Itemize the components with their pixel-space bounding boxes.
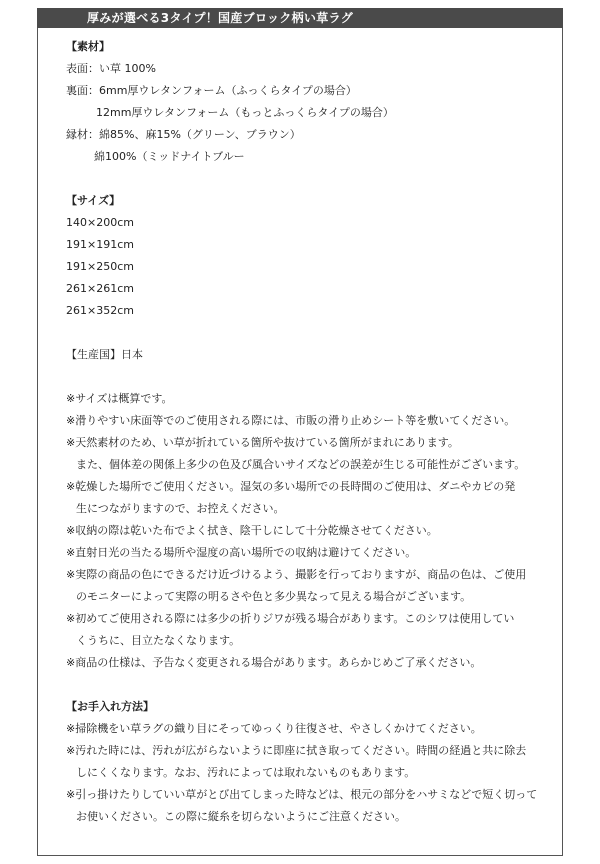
note-line: ※滑りやすい床面等でのご使用される際には、市販の滑り止めシート等を敷いてください。 xyxy=(66,414,516,427)
size-item: 191×250cm xyxy=(66,260,134,273)
note-line: ※収納の際は乾いた布でよく拭き、陰干しにして十分乾燥させてください。 xyxy=(66,524,438,537)
material-surface: 表面：い草 100% xyxy=(66,62,156,75)
page-title: 厚みが選べる3タイプ！国産ブロック柄い草ラグ xyxy=(37,8,563,28)
material-heading: 【素材】 xyxy=(66,40,110,53)
size-item: 261×261cm xyxy=(66,282,134,295)
material-edge: 縁材：綿85%、麻15%（グリーン、ブラウン） xyxy=(66,128,301,141)
note-line: ※サイズは概算です。 xyxy=(66,392,173,405)
care-heading: 【お手入れ方法】 xyxy=(66,700,154,713)
note-line: ※商品の仕様は、予告なく変更される場合があります。あらかじめご了承ください。 xyxy=(66,656,482,669)
product-details xyxy=(66,36,556,828)
care-line: ※汚れた時には、汚れが広がらないように即座に拭き取ってください。時間の経過と共に除去 xyxy=(66,744,527,757)
size-item: 261×352cm xyxy=(66,304,134,317)
care-line: ※引っ掛けたりしていい草がとび出てしまった時などは、根元の部分をハサミなどで短く切って xyxy=(66,788,538,801)
note-line: ※乾燥した場所でご使用ください。湿気の多い場所での長時間のご使用は、ダニやカビの発 xyxy=(66,480,516,493)
care-line: お使いください。この際に縦糸を切らないようにご注意ください。 xyxy=(76,810,406,823)
material-back-alt: 12mm厚ウレタンフォーム（もっとふっくらタイプの場合） xyxy=(96,106,394,119)
origin-text: 【生産国】日本 xyxy=(66,348,143,361)
note-line: 生につながりますので、お控えください。 xyxy=(76,502,285,515)
material-back: 裏面：6mm厚ウレタンフォーム（ふっくらタイプの場合） xyxy=(66,84,357,97)
note-line: ※初めてご使用される際には多少の折りジワが残る場合があります。このシワは使用してい xyxy=(66,612,515,625)
care-line: ※掃除機をい草ラグの織り目にそってゆっくり往復させ、やさしくかけてください。 xyxy=(66,722,482,735)
size-item: 191×191cm xyxy=(66,238,134,251)
note-line: ※実際の商品の色にできるだけ近づけるよう、撮影を行っておりますが、商品の色は、ご使用 xyxy=(66,568,527,581)
care-line: しにくくなります。なお、汚れによっては取れないものもあります。 xyxy=(76,766,416,779)
note-line: また、個体差の関係上多少の色及び風合いサイズなどの誤差が生じる可能性がございます。 xyxy=(76,458,526,471)
note-line: のモニターによって実際の明るさや色と多少異なって見える場合がございます。 xyxy=(76,590,472,603)
size-item: 140×200cm xyxy=(66,216,134,229)
note-line: くうちに、目立たなくなります。 xyxy=(76,634,241,647)
note-line: ※天然素材のため、い草が折れている箇所や抜けている箇所がまれにあります。 xyxy=(66,436,459,449)
size-heading: 【サイズ】 xyxy=(66,194,121,207)
note-line: ※直射日光の当たる場所や湿度の高い場所での収納は避けてください。 xyxy=(66,546,417,559)
material-edge-alt: 綿100%（ミッドナイトブルー xyxy=(94,150,245,163)
